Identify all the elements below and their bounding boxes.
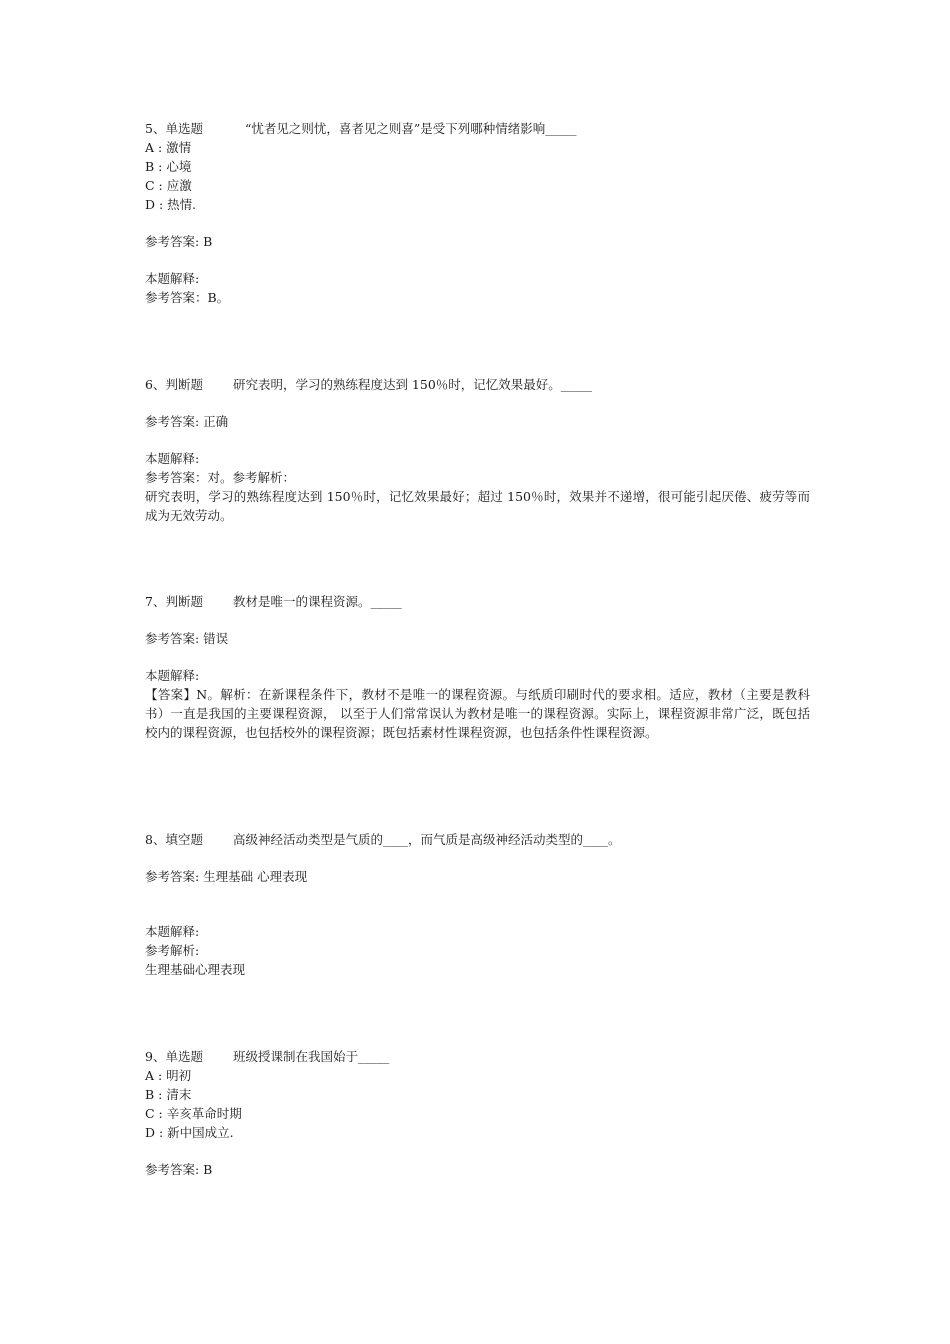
option-c: C : 应激 bbox=[145, 178, 192, 193]
question-stem-row bbox=[145, 1047, 810, 1066]
explain-line: 参考解析: bbox=[145, 943, 200, 958]
question-stem: 教材是唯一的课程资源。_____ bbox=[232, 594, 402, 609]
question-number: 9、单选题 bbox=[145, 1049, 203, 1064]
answer: 参考答案: B bbox=[145, 234, 213, 249]
answer: 参考答案: 正确 bbox=[145, 414, 229, 429]
option-c: C : 辛亥革命时期 bbox=[145, 1106, 242, 1121]
question-number: 5、单选题 bbox=[145, 121, 203, 136]
explain-line: 参考答案：对。参考解析： bbox=[145, 470, 296, 485]
answer: 参考答案: 错误 bbox=[145, 631, 229, 646]
answer: 参考答案: B bbox=[145, 1162, 213, 1177]
option-b: B : 心境 bbox=[145, 159, 192, 174]
explain-title: 本题解释: bbox=[145, 271, 200, 286]
explain-paragraph: 研究表明，学习的熟练程度达到 150％时，记忆效果最好；超过 150％时，效果并不递增，很可能引起厌倦、疲劳等而成为无效劳动。 bbox=[145, 489, 810, 523]
question-stem: 研究表明，学习的熟练程度达到 150％时，记忆效果最好。_____ bbox=[232, 377, 593, 392]
explain-line: 生理基础心理表现 bbox=[145, 962, 246, 977]
option-a: A : 明初 bbox=[145, 1068, 192, 1083]
question-number: 8、填空题 bbox=[145, 832, 203, 847]
question-6 bbox=[145, 375, 810, 525]
explain-paragraph: 【答案】N。解析：在新课程条件下，教材不是唯一的课程资源。与纸质印刷时代的要求相。适应，教材（主要是教科书）一直是我国的主要课程资源， 以至于人们常常误认为教材是唯一的课程资源。实际上，课程资源非常广泛，既包括校内的课程资源，也包括校外的课程资源；既包括素材性课程资源，也包括条件性课程资源。 bbox=[145, 687, 810, 740]
question-stem-row bbox=[145, 592, 810, 611]
question-number: 7、判断题 bbox=[145, 594, 203, 609]
option-d: D : 新中国成立. bbox=[145, 1125, 234, 1140]
option-a: A : 激情 bbox=[145, 140, 192, 155]
question-8 bbox=[145, 830, 810, 979]
question-stem-row bbox=[145, 119, 810, 138]
question-stem: “忧者见之则忧，喜者见之则喜”是受下列哪种情绪影响_____ bbox=[244, 121, 577, 136]
question-5 bbox=[145, 119, 810, 307]
question-stem-row bbox=[145, 375, 810, 394]
question-number: 6、判断题 bbox=[145, 377, 203, 392]
explain-title: 本题解释: bbox=[145, 451, 200, 466]
option-d: D : 热情. bbox=[145, 197, 197, 212]
question-stem-row bbox=[145, 830, 810, 849]
option-b: B : 清末 bbox=[145, 1087, 192, 1102]
explain-line: 参考答案：B。 bbox=[145, 290, 230, 305]
question-9 bbox=[145, 1047, 810, 1179]
explain-title: 本题解释: bbox=[145, 668, 200, 683]
explain-title: 本题解释: bbox=[145, 924, 200, 939]
answer: 参考答案: 生理基础 心理表现 bbox=[145, 869, 308, 884]
question-stem: 高级神经活动类型是气质的____，而气质是高级神经活动类型的____。 bbox=[232, 832, 621, 847]
question-stem: 班级授课制在我国始于_____ bbox=[232, 1049, 390, 1064]
question-7 bbox=[145, 592, 810, 742]
